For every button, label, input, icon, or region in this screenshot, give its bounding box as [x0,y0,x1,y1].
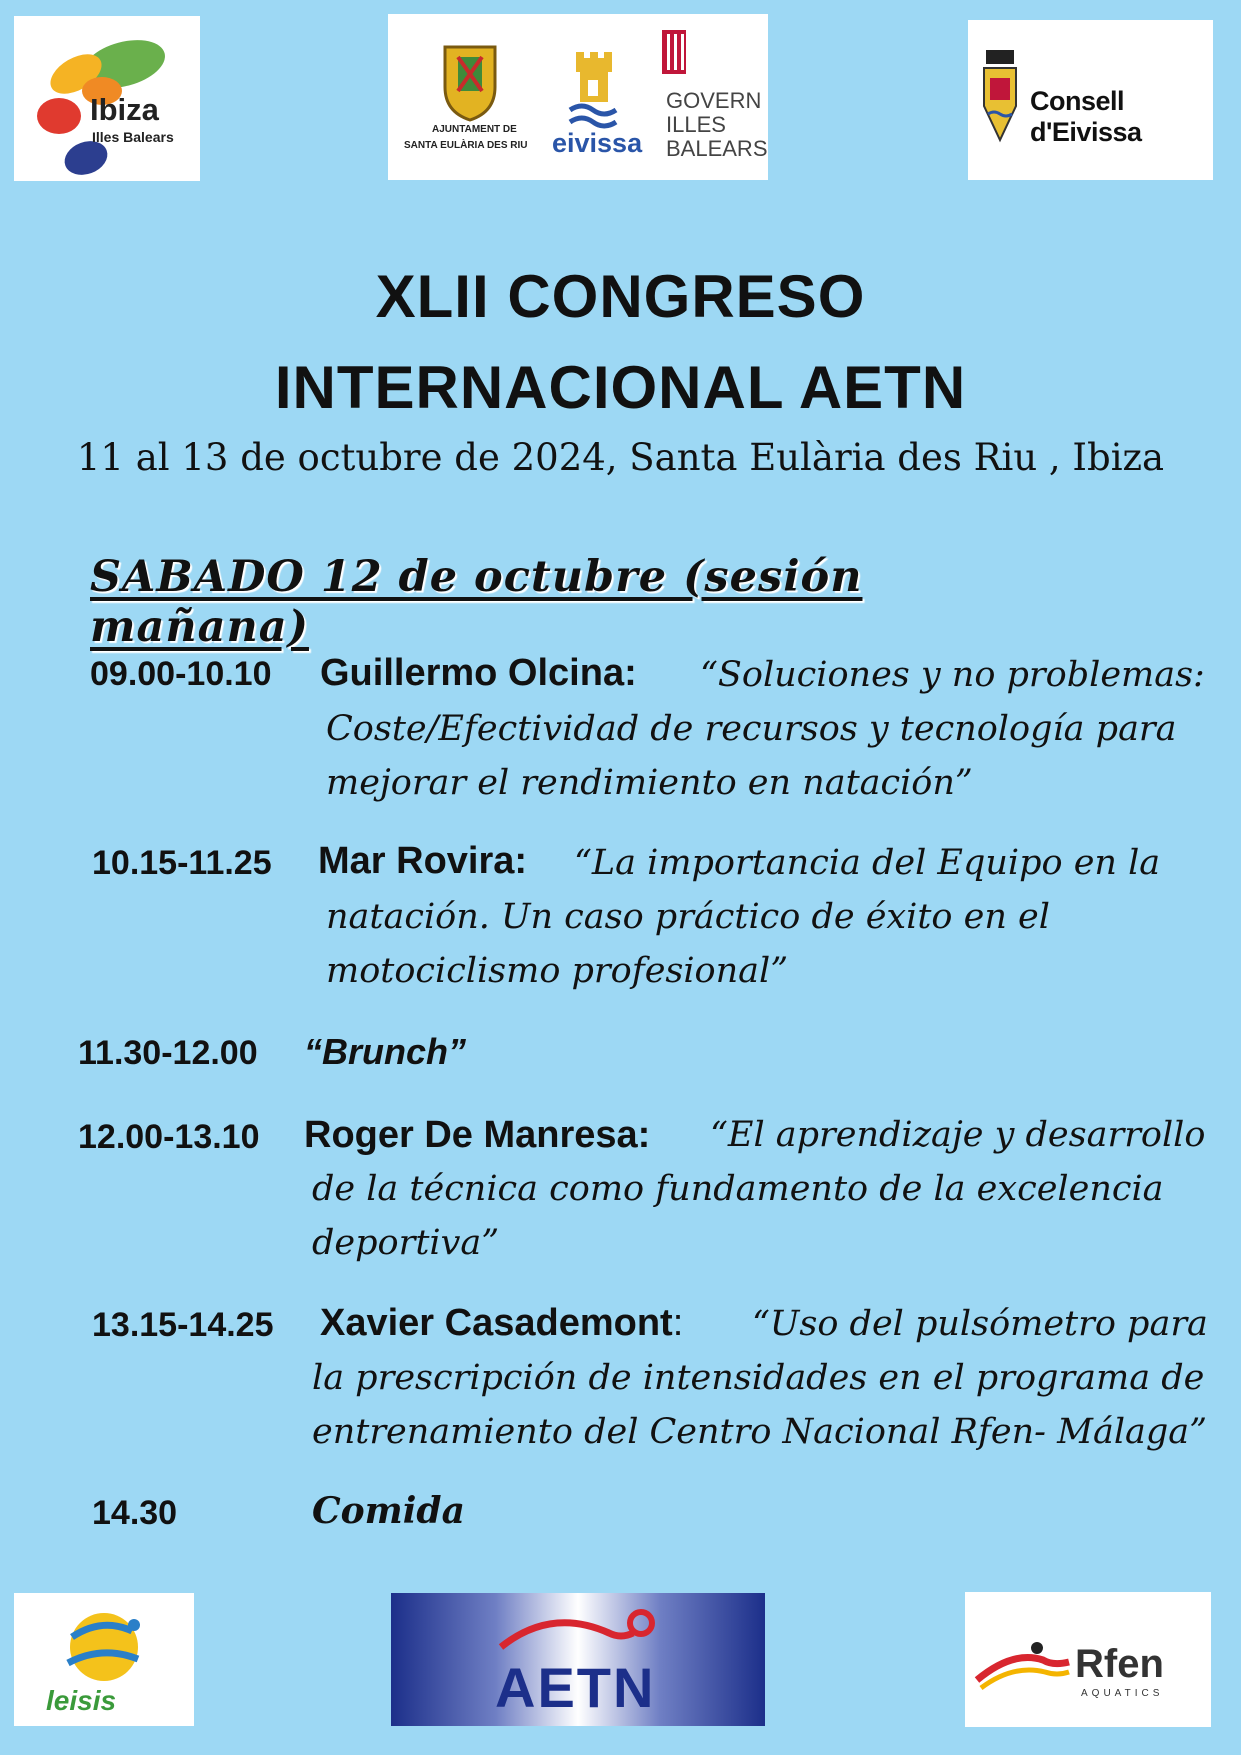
schedule-talk-line: la prescripción de intensidades en el programa de [312,1358,1205,1398]
congress-title-line-1: XLII CONGRESO [375,263,866,330]
schedule-time: 09.00-10.10 [90,655,272,693]
consell-label: Consell d'Eivissa [1030,86,1142,147]
govern-label-1: GOVERN [666,88,762,113]
schedule-talk-line: motociclismo profesional” [326,951,789,991]
leisis-swimmer-icon [54,1607,154,1687]
leisis-label: leisis [46,1685,117,1716]
rfen-sublabel: AQUATICS [1081,1688,1164,1699]
eivissa-tower-icon [568,42,618,132]
consell-eivissa-logo [968,20,1213,180]
schedule-time: 13.15-14.25 [92,1306,274,1344]
schedule-speaker: Mar Rovira: [318,840,528,882]
schedule-speaker: Guillermo Olcina: [320,652,637,694]
schedule-time: 14.30 [92,1494,178,1532]
ibiza-logo-title: Ibiza [90,92,159,127]
schedule-speaker-colon: : [672,1302,684,1344]
congress-title-line-2: INTERNACIONAL AETN [274,354,967,421]
schedule-time: 12.00-13.10 [78,1118,260,1156]
schedule-talk-line: Coste/Efectividad de recursos y tecnología para [326,709,1177,749]
schedule-talk-line: “Soluciones y no problemas: [700,655,1205,695]
govern-label-2: ILLES [666,112,726,137]
session-heading: SABADO 12 de octubre (sesión mañana) [90,552,863,652]
eivissa-label: eivissa [552,128,643,158]
aetn-logo [391,1593,765,1726]
schedule-speaker: Roger De Manresa: [304,1114,651,1156]
rfen-swimmer-icon [973,1640,1073,1690]
aetn-swimmer-icon [491,1603,671,1663]
ibiza-logo-subtitle: Illes Balears [92,129,174,145]
aetn-label: AETN [495,1656,656,1719]
schedule-talk-line: entrenamiento del Centro Nacional Rfen- Málaga” [312,1412,1208,1452]
rfen-logo [965,1592,1211,1727]
schedule-talk-line: mejorar el rendimiento en natación” [326,763,973,803]
schedule-break-label: “Brunch” [304,1031,466,1072]
consell-crest-icon [978,48,1022,148]
leisis-logo [14,1593,194,1726]
ajuntament-label-2: SANTA EULÀRIA DES RIU [404,140,528,151]
schedule-speaker [320,1302,683,1345]
schedule-talk-line: “El aprendizaje y desarrollo [710,1115,1206,1155]
schedule-time: 11.30-12.00 [78,1034,258,1072]
schedule-speaker-name: Xavier Casademont [320,1302,673,1344]
schedule-break-label: Comida [312,1490,465,1532]
schedule-time: 10.15-11.25 [92,844,272,882]
rfen-label: Rfen [1075,1642,1164,1686]
schedule-talk-line: “La importancia del Equipo en la [574,843,1161,883]
schedule-talk-line: de la técnica como fundamento de la excelencia [312,1169,1164,1209]
congress-dates-location: 11 al 13 de octubre de 2024, Santa Eulària des Riu , Ibiza [76,436,1165,479]
schedule-talk-line: “Uso del pulsómetro para [752,1304,1208,1344]
ajuntament-label-1: AJUNTAMENT DE [432,124,517,135]
ibiza-logo [14,16,200,181]
schedule-talk-line: deportiva” [312,1223,500,1263]
ajuntament-shield-icon [440,42,500,122]
institutions-logo-group [388,14,768,180]
schedule-talk-line: natación. Un caso práctico de éxito en el [326,897,1050,937]
govern-flag-icon [662,30,686,74]
govern-label-3: BALEARS [666,136,768,161]
